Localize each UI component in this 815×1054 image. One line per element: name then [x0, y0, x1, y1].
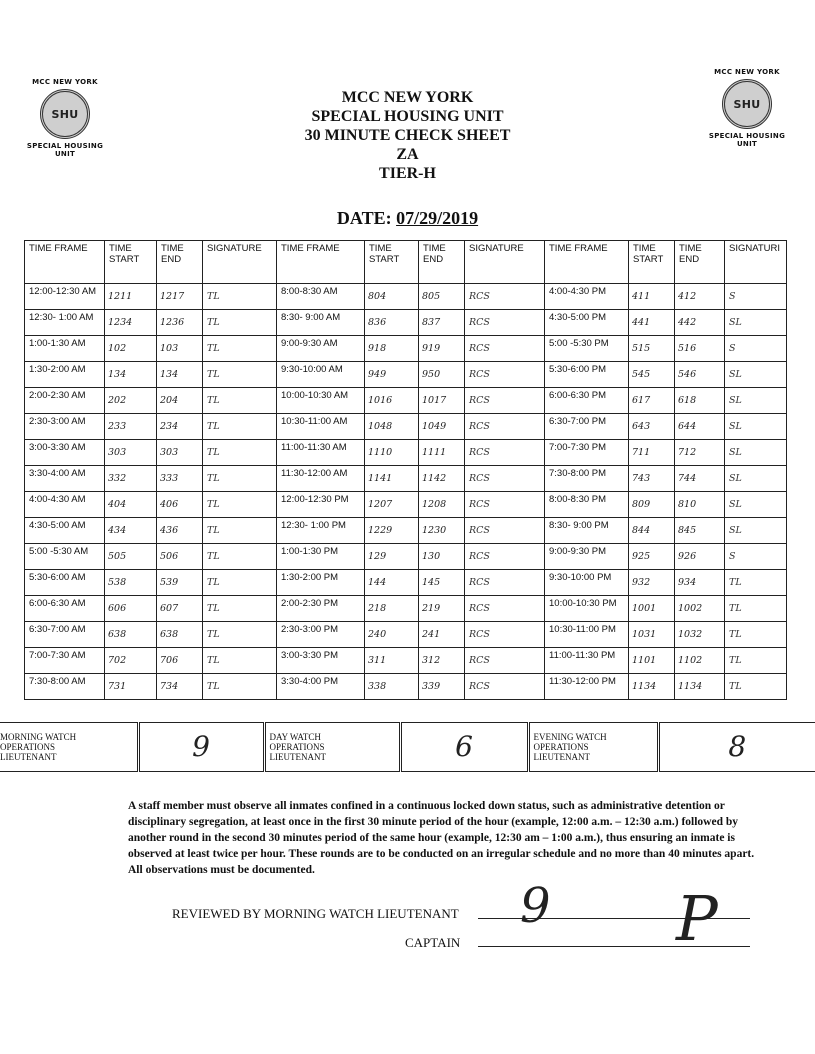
- time-end-cell: 805: [419, 284, 465, 310]
- watch-lieutenant-strip: [0, 722, 815, 772]
- evening-watch-initials: 8: [728, 730, 747, 763]
- morning-watch-line1: MORNING WATCH: [0, 732, 77, 742]
- time-frame-cell: 11:30-12:00 PM: [545, 674, 629, 700]
- col-time-start: TIME START: [629, 241, 675, 284]
- time-start-cell: 925: [629, 544, 675, 570]
- time-end-cell: 516: [675, 336, 725, 362]
- date-line: [0, 208, 815, 229]
- time-end-cell: 607: [157, 596, 203, 622]
- time-start-cell: 1234: [105, 310, 157, 336]
- time-start-cell: 505: [105, 544, 157, 570]
- time-frame-cell: 1:00-1:30 AM: [25, 336, 105, 362]
- time-end-cell: 303: [157, 440, 203, 466]
- morning-watch-label: [0, 723, 138, 772]
- table-row: [25, 518, 787, 544]
- time-start-cell: 202: [105, 388, 157, 414]
- evening-watch-line2: OPERATIONS: [533, 742, 589, 752]
- table-row: [25, 414, 787, 440]
- time-start-cell: 545: [629, 362, 675, 388]
- header-tier: TIER-H: [379, 165, 436, 182]
- time-start-cell: 1207: [365, 492, 419, 518]
- signature-cell: RCS: [465, 284, 545, 310]
- captain-label: CAPTAIN: [405, 935, 461, 950]
- time-start-cell: 515: [629, 336, 675, 362]
- time-end-cell: 412: [675, 284, 725, 310]
- time-start-cell: 434: [105, 518, 157, 544]
- signature-cell: SL: [725, 388, 787, 414]
- time-frame-cell: 4:30-5:00 AM: [25, 518, 105, 544]
- captain-signature: P: [676, 882, 718, 955]
- signature-cell: SL: [725, 440, 787, 466]
- time-end-cell: 1017: [419, 388, 465, 414]
- signature-cell: TL: [203, 674, 277, 700]
- signature-cell: RCS: [465, 310, 545, 336]
- time-frame-cell: 6:00-6:30 PM: [545, 388, 629, 414]
- signature-cell: TL: [203, 414, 277, 440]
- time-start-cell: 606: [105, 596, 157, 622]
- table-row: [25, 310, 787, 336]
- time-end-cell: 706: [157, 648, 203, 674]
- time-end-cell: 134: [157, 362, 203, 388]
- time-start-cell: 144: [365, 570, 419, 596]
- time-frame-cell: 12:00-12:30 PM: [277, 492, 365, 518]
- col-time-frame: TIME FRAME: [25, 241, 105, 284]
- table-row: [25, 596, 787, 622]
- logo-top-text: MCC NEW YORK: [32, 78, 98, 86]
- col-signature-cut: SIGNATURI: [725, 241, 787, 284]
- time-start-cell: 617: [629, 388, 675, 414]
- time-frame-cell: 6:30-7:00 AM: [25, 622, 105, 648]
- morning-watch-line3: LIEUTENANT: [0, 752, 57, 762]
- time-end-cell: 219: [419, 596, 465, 622]
- signature-cell: TL: [203, 440, 277, 466]
- evening-watch-line3: LIEUTENANT: [533, 752, 590, 762]
- time-end-cell: 442: [675, 310, 725, 336]
- time-end-cell: 1002: [675, 596, 725, 622]
- time-start-cell: 836: [365, 310, 419, 336]
- time-start-cell: 702: [105, 648, 157, 674]
- table-header-row: [25, 241, 787, 284]
- signature-cell: RCS: [465, 466, 545, 492]
- time-start-cell: 538: [105, 570, 157, 596]
- time-start-cell: 643: [629, 414, 675, 440]
- day-watch-line1: DAY WATCH: [269, 732, 321, 742]
- time-frame-cell: 10:00-10:30 PM: [545, 596, 629, 622]
- time-frame-cell: 8:30- 9:00 PM: [545, 518, 629, 544]
- signature-cell: S: [725, 284, 787, 310]
- signature-cell: S: [725, 544, 787, 570]
- time-end-cell: 204: [157, 388, 203, 414]
- col-time-end: TIME END: [419, 241, 465, 284]
- time-frame-cell: 4:30-5:00 PM: [545, 310, 629, 336]
- time-frame-cell: 3:00-3:30 PM: [277, 648, 365, 674]
- col-time-frame: TIME FRAME: [545, 241, 629, 284]
- time-end-cell: 845: [675, 518, 725, 544]
- time-start-cell: 102: [105, 336, 157, 362]
- time-start-cell: 809: [629, 492, 675, 518]
- header-sheet-title: 30 MINUTE CHECK SHEET: [304, 127, 511, 144]
- signature-cell: TL: [725, 596, 787, 622]
- signature-cell: SL: [725, 362, 787, 388]
- time-frame-cell: 5:00 -5:30 PM: [545, 336, 629, 362]
- time-end-cell: 618: [675, 388, 725, 414]
- time-start-cell: 1141: [365, 466, 419, 492]
- time-start-cell: 311: [365, 648, 419, 674]
- time-end-cell: 919: [419, 336, 465, 362]
- day-watch-label: [264, 723, 400, 772]
- table-row: [25, 336, 787, 362]
- time-frame-cell: 7:00-7:30 PM: [545, 440, 629, 466]
- signature-cell: SL: [725, 518, 787, 544]
- table-row: [25, 362, 787, 388]
- time-end-cell: 312: [419, 648, 465, 674]
- time-start-cell: 743: [629, 466, 675, 492]
- morning-watch-line2: OPERATIONS: [0, 742, 56, 752]
- time-frame-cell: 4:00-4:30 PM: [545, 284, 629, 310]
- signature-cell: TL: [203, 362, 277, 388]
- signature-cell: TL: [203, 648, 277, 674]
- signature-cell: TL: [203, 570, 277, 596]
- time-end-cell: 539: [157, 570, 203, 596]
- time-end-cell: 644: [675, 414, 725, 440]
- check-log-table: [24, 240, 787, 700]
- signature-cell: TL: [203, 336, 277, 362]
- time-start-cell: 404: [105, 492, 157, 518]
- time-frame-cell: 1:30-2:00 AM: [25, 362, 105, 388]
- time-start-cell: 932: [629, 570, 675, 596]
- signature-cell: RCS: [465, 518, 545, 544]
- col-time-end: TIME END: [675, 241, 725, 284]
- col-signature: SIGNATURE: [203, 241, 277, 284]
- time-end-cell: 333: [157, 466, 203, 492]
- time-end-cell: 950: [419, 362, 465, 388]
- signature-cell: TL: [203, 310, 277, 336]
- time-start-cell: 441: [629, 310, 675, 336]
- date-label: DATE:: [336, 208, 392, 228]
- time-end-cell: 1217: [157, 284, 203, 310]
- time-frame-cell: 8:30- 9:00 AM: [277, 310, 365, 336]
- signature-cell: RCS: [465, 622, 545, 648]
- time-frame-cell: 9:00-9:30 PM: [545, 544, 629, 570]
- signature-cell: RCS: [465, 492, 545, 518]
- signature-cell: TL: [203, 544, 277, 570]
- time-start-cell: 804: [365, 284, 419, 310]
- logo-bottom-text: SPECIAL HOUSING UNIT: [708, 132, 786, 148]
- signature-cell: RCS: [465, 414, 545, 440]
- time-start-cell: 918: [365, 336, 419, 362]
- table-row: [25, 674, 787, 700]
- signature-cell: SL: [725, 466, 787, 492]
- time-frame-cell: 12:00-12:30 AM: [25, 284, 105, 310]
- header-range: ZA: [396, 146, 419, 163]
- time-frame-cell: 5:00 -5:30 AM: [25, 544, 105, 570]
- observation-notice: A staff member must observe all inmates confined in a continuous locked down status, such as administrative detention or disciplinary segregation, at least once in the first 30 minute period of the hour (example, 12:00 a.m. – 12:30 a.m.) followed by another round in the second 30 minutes period of the same hour (example, 12:30 am – 1:00 a.m.), thus ensuring an inmate is observed at least twice per hour. These rounds are to be conducted on an irregular schedule and no more than 40 minutes apart. All observations must be documented.: [128, 800, 755, 876]
- signature-cell: TL: [725, 622, 787, 648]
- time-frame-cell: 6:30-7:00 PM: [545, 414, 629, 440]
- time-frame-cell: 2:30-3:00 AM: [25, 414, 105, 440]
- signature-cell: RCS: [465, 570, 545, 596]
- col-time-start: TIME START: [105, 241, 157, 284]
- time-end-cell: 1208: [419, 492, 465, 518]
- logo-bottom-text: SPECIAL HOUSING UNIT: [26, 142, 104, 158]
- time-start-cell: 411: [629, 284, 675, 310]
- time-frame-cell: 7:30-8:00 AM: [25, 674, 105, 700]
- time-frame-cell: 3:30-4:00 AM: [25, 466, 105, 492]
- signature-cell: RCS: [465, 362, 545, 388]
- time-frame-cell: 9:30-10:00 AM: [277, 362, 365, 388]
- time-start-cell: 233: [105, 414, 157, 440]
- time-frame-cell: 3:00-3:30 AM: [25, 440, 105, 466]
- time-frame-cell: 11:00-11:30 AM: [277, 440, 365, 466]
- time-frame-cell: 10:00-10:30 AM: [277, 388, 365, 414]
- table-row: [25, 570, 787, 596]
- signature-cell: SL: [725, 492, 787, 518]
- time-end-cell: 926: [675, 544, 725, 570]
- logo-top-text: MCC NEW YORK: [714, 68, 780, 76]
- time-start-cell: 1101: [629, 648, 675, 674]
- time-end-cell: 934: [675, 570, 725, 596]
- date-value: 07/29/2019: [396, 208, 479, 228]
- signature-cell: TL: [203, 284, 277, 310]
- col-signature: SIGNATURE: [465, 241, 545, 284]
- time-end-cell: 103: [157, 336, 203, 362]
- review-signature: 9: [520, 878, 551, 934]
- time-frame-cell: 2:00-2:30 PM: [277, 596, 365, 622]
- time-end-cell: 234: [157, 414, 203, 440]
- time-end-cell: 1049: [419, 414, 465, 440]
- time-frame-cell: 6:00-6:30 AM: [25, 596, 105, 622]
- time-end-cell: 638: [157, 622, 203, 648]
- time-end-cell: 130: [419, 544, 465, 570]
- seal-text: SHU: [51, 107, 79, 121]
- signature-cell: TL: [725, 570, 787, 596]
- signature-cell: RCS: [465, 336, 545, 362]
- signature-cell: RCS: [465, 440, 545, 466]
- time-end-cell: 506: [157, 544, 203, 570]
- time-end-cell: 744: [675, 466, 725, 492]
- signature-cell: RCS: [465, 674, 545, 700]
- time-frame-cell: 10:30-11:00 PM: [545, 622, 629, 648]
- col-time-end: TIME END: [157, 241, 203, 284]
- signature-cell: TL: [203, 622, 277, 648]
- time-frame-cell: 5:30-6:00 AM: [25, 570, 105, 596]
- header-facility: MCC NEW YORK: [341, 89, 474, 106]
- time-frame-cell: 2:00-2:30 AM: [25, 388, 105, 414]
- time-start-cell: 844: [629, 518, 675, 544]
- signature-cell: TL: [203, 596, 277, 622]
- time-end-cell: 1236: [157, 310, 203, 336]
- table-row: [25, 388, 787, 414]
- table-row: [25, 492, 787, 518]
- signature-cell: S: [725, 336, 787, 362]
- table-row: [25, 466, 787, 492]
- time-frame-cell: 9:00-9:30 AM: [277, 336, 365, 362]
- time-start-cell: 1134: [629, 674, 675, 700]
- time-end-cell: 734: [157, 674, 203, 700]
- time-end-cell: 1102: [675, 648, 725, 674]
- document-header: [0, 88, 815, 183]
- time-start-cell: 731: [105, 674, 157, 700]
- time-end-cell: 1142: [419, 466, 465, 492]
- time-frame-cell: 7:30-8:00 PM: [545, 466, 629, 492]
- day-watch-line2: OPERATIONS: [269, 742, 325, 752]
- time-start-cell: 1110: [365, 440, 419, 466]
- header-unit: SPECIAL HOUSING UNIT: [311, 108, 504, 125]
- time-start-cell: 218: [365, 596, 419, 622]
- day-watch-initials: 6: [400, 723, 528, 772]
- time-start-cell: 1001: [629, 596, 675, 622]
- time-frame-cell: 1:30-2:00 PM: [277, 570, 365, 596]
- signature-cell: TL: [203, 492, 277, 518]
- time-frame-cell: 8:00-8:30 PM: [545, 492, 629, 518]
- time-start-cell: 134: [105, 362, 157, 388]
- time-end-cell: 546: [675, 362, 725, 388]
- time-frame-cell: 1:00-1:30 PM: [277, 544, 365, 570]
- signature-cell: TL: [725, 648, 787, 674]
- time-frame-cell: 7:00-7:30 AM: [25, 648, 105, 674]
- time-frame-cell: 12:30- 1:00 AM: [25, 310, 105, 336]
- time-end-cell: 837: [419, 310, 465, 336]
- signature-cell: RCS: [465, 648, 545, 674]
- signature-cell: SL: [725, 414, 787, 440]
- time-end-cell: 339: [419, 674, 465, 700]
- time-frame-cell: 12:30- 1:00 PM: [277, 518, 365, 544]
- time-start-cell: 303: [105, 440, 157, 466]
- table-body: [25, 284, 787, 700]
- time-frame-cell: 9:30-10:00 PM: [545, 570, 629, 596]
- time-start-cell: 1031: [629, 622, 675, 648]
- morning-watch-initials: 9: [138, 723, 264, 772]
- time-start-cell: 1229: [365, 518, 419, 544]
- time-start-cell: 338: [365, 674, 419, 700]
- time-frame-cell: 5:30-6:00 PM: [545, 362, 629, 388]
- table-row: [25, 284, 787, 310]
- signature-cell: RCS: [465, 388, 545, 414]
- time-frame-cell: 10:30-11:00 AM: [277, 414, 365, 440]
- signature-cell: RCS: [465, 596, 545, 622]
- time-end-cell: 810: [675, 492, 725, 518]
- signature-cell: TL: [725, 674, 787, 700]
- review-label: REVIEWED BY MORNING WATCH LIEUTENANT: [172, 906, 459, 921]
- time-start-cell: 129: [365, 544, 419, 570]
- time-end-cell: 712: [675, 440, 725, 466]
- time-end-cell: 406: [157, 492, 203, 518]
- time-start-cell: 1048: [365, 414, 419, 440]
- table-row: [25, 440, 787, 466]
- time-start-cell: 1016: [365, 388, 419, 414]
- time-frame-cell: 2:30-3:00 PM: [277, 622, 365, 648]
- signature-cell: TL: [203, 518, 277, 544]
- time-end-cell: 1111: [419, 440, 465, 466]
- time-start-cell: 949: [365, 362, 419, 388]
- time-frame-cell: 11:30-12:00 AM: [277, 466, 365, 492]
- time-end-cell: 1230: [419, 518, 465, 544]
- time-end-cell: 241: [419, 622, 465, 648]
- col-time-frame: TIME FRAME: [277, 241, 365, 284]
- col-time-start: TIME START: [365, 241, 419, 284]
- time-start-cell: 332: [105, 466, 157, 492]
- table-row: [25, 622, 787, 648]
- time-frame-cell: 11:00-11:30 PM: [545, 648, 629, 674]
- evening-watch-label: [528, 723, 658, 772]
- signature-cell: RCS: [465, 544, 545, 570]
- signature-cell: TL: [203, 388, 277, 414]
- time-start-cell: 1211: [105, 284, 157, 310]
- time-end-cell: 436: [157, 518, 203, 544]
- time-end-cell: 145: [419, 570, 465, 596]
- table-row: [25, 648, 787, 674]
- time-start-cell: 240: [365, 622, 419, 648]
- time-end-cell: 1134: [675, 674, 725, 700]
- time-frame-cell: 4:00-4:30 AM: [25, 492, 105, 518]
- time-end-cell: 1032: [675, 622, 725, 648]
- evening-watch-line1: EVENING WATCH: [533, 732, 607, 742]
- time-start-cell: 711: [629, 440, 675, 466]
- table-row: [25, 544, 787, 570]
- time-start-cell: 638: [105, 622, 157, 648]
- seal-text: SHU: [733, 97, 761, 111]
- time-frame-cell: 3:30-4:00 PM: [277, 674, 365, 700]
- day-watch-line3: LIEUTENANT: [269, 752, 326, 762]
- signature-cell: SL: [725, 310, 787, 336]
- time-frame-cell: 8:00-8:30 AM: [277, 284, 365, 310]
- signature-cell: TL: [203, 466, 277, 492]
